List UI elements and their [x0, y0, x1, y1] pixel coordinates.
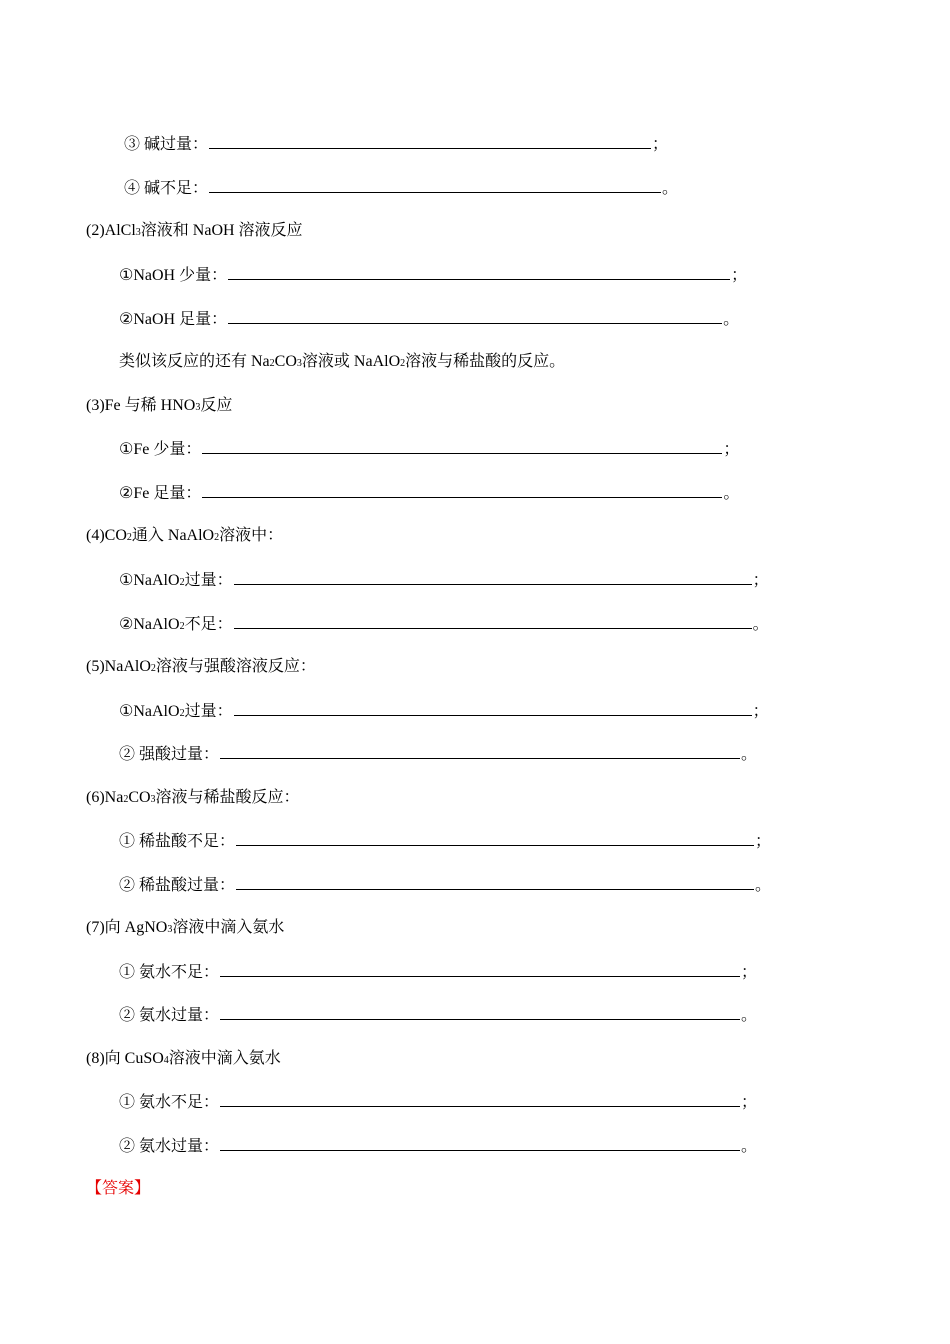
answer-blank[interactable] — [234, 570, 752, 585]
question-7-heading: (7)向 AgNO 3 溶液中滴入氨水 — [86, 919, 285, 936]
question-8-heading: (8)向 CuSO 4 溶液中滴入氨水 — [86, 1050, 281, 1067]
item-end: ； — [741, 964, 758, 981]
question-4-heading: (4)CO 2 通入 NaAlO 2 溶液中： — [86, 527, 284, 544]
answer-blank[interactable] — [202, 439, 722, 454]
question-1-item-4 — [124, 178, 678, 199]
heading-text: 溶液与稀盐酸反应： — [155, 789, 300, 806]
item-label: ②NaOH 足量： — [119, 311, 228, 328]
heading-text: 溶液中滴入氨水 — [172, 919, 285, 936]
question-5-heading: (5)NaAlO 2 溶液与强酸溶液反应： — [86, 658, 316, 675]
question-2-item-2 — [119, 309, 739, 330]
answer-blank[interactable] — [228, 309, 722, 324]
item-label: ① 稀盐酸不足： — [119, 833, 236, 850]
item-end: 。 — [741, 1138, 758, 1155]
answer-heading — [86, 1179, 150, 1199]
heading-text: (8)向 CuSO — [86, 1050, 164, 1067]
question-1-item-3 — [124, 134, 668, 155]
heading-text: (3)Fe 与稀 HNO — [86, 397, 196, 414]
answer-blank[interactable] — [220, 1005, 740, 1020]
answer-blank[interactable] — [236, 875, 754, 890]
answer-label: 【答案】 — [86, 1180, 151, 1197]
item-label: 不足： — [184, 616, 233, 633]
note-text: 类似该反应的还有 Na — [119, 353, 270, 370]
item-label: ①Fe 少量： — [119, 441, 202, 458]
heading-text: (7)向 AgNO — [86, 919, 168, 936]
heading-text: CO — [128, 789, 151, 806]
question-6-heading: (6)Na 2 CO 3 溶液与稀盐酸反应： — [86, 789, 300, 806]
item-end: 。 — [723, 485, 740, 502]
note-text: 溶液或 NaAlO — [301, 353, 401, 370]
item-label: ①NaOH 少量： — [119, 267, 228, 284]
item-end: ； — [755, 833, 772, 850]
item-label: ③ 碱过量： — [124, 136, 209, 153]
question-2-heading: (2)AlCl 3 溶液和 NaOH 溶液反应 — [86, 222, 303, 239]
answer-blank[interactable] — [209, 134, 651, 149]
question-3-item-1 — [119, 439, 739, 460]
heading-text: 溶液中滴入氨水 — [168, 1050, 281, 1067]
item-end: ； — [741, 1094, 758, 1111]
answer-blank[interactable] — [220, 1092, 740, 1107]
answer-blank[interactable] — [220, 1136, 740, 1151]
question-6-item-2 — [119, 875, 771, 896]
answer-blank[interactable] — [220, 962, 740, 977]
answer-blank[interactable] — [234, 701, 752, 716]
question-6-item-1 — [119, 831, 771, 852]
heading-text: 通入 NaAlO — [131, 527, 215, 544]
item-end: 。 — [741, 746, 758, 763]
item-label: ① 氨水不足： — [119, 964, 220, 981]
note-text: CO — [274, 353, 297, 370]
item-end: 。 — [723, 311, 740, 328]
heading-text: (5)NaAlO — [86, 658, 151, 675]
heading-text: 反应 — [200, 397, 233, 414]
answer-blank[interactable] — [220, 744, 740, 759]
heading-text: 溶液和 NaOH 溶液反应 — [140, 222, 303, 239]
item-end: ； — [723, 441, 740, 458]
heading-text: (2)AlCl — [86, 222, 136, 239]
question-7-item-1 — [119, 962, 757, 983]
answer-blank[interactable] — [228, 265, 730, 280]
item-label: ② 氨水过量： — [119, 1138, 220, 1155]
item-label: ② 氨水过量： — [119, 1007, 220, 1024]
answer-blank[interactable] — [209, 178, 661, 193]
item-end: 。 — [741, 1007, 758, 1024]
item-end: 。 — [662, 180, 679, 197]
item-end: ； — [752, 703, 769, 720]
item-label: ④ 碱不足： — [124, 180, 209, 197]
question-2-note: 类似该反应的还有 Na 2 CO 3 溶液或 NaAlO 2 溶液与稀盐酸的反应。 — [119, 353, 566, 370]
item-label: ①NaAlO — [119, 703, 180, 720]
item-end: 。 — [752, 616, 769, 633]
question-3-item-2 — [119, 483, 739, 504]
answer-blank[interactable] — [234, 614, 752, 629]
question-7-item-2 — [119, 1005, 757, 1026]
answer-blank[interactable] — [202, 483, 722, 498]
heading-text: 溶液中： — [219, 527, 284, 544]
item-label: ① 氨水不足： — [119, 1094, 220, 1111]
item-end: ； — [652, 136, 669, 153]
answer-blank[interactable] — [236, 831, 754, 846]
item-label: ②NaAlO — [119, 616, 180, 633]
heading-text: 溶液与强酸溶液反应： — [155, 658, 316, 675]
note-text: 溶液与稀盐酸的反应。 — [405, 353, 566, 370]
question-2-item-1 — [119, 265, 747, 286]
item-label: ② 稀盐酸过量： — [119, 877, 236, 894]
item-label: ② 强酸过量： — [119, 746, 220, 763]
question-5-item-1: ①NaAlO 2 过量： ； — [119, 703, 769, 720]
question-8-item-1 — [119, 1092, 757, 1113]
question-4-item-1: ①NaAlO 2 过量： ； — [119, 572, 769, 589]
question-8-item-2 — [119, 1136, 757, 1157]
item-end: ； — [731, 267, 748, 284]
item-end: ； — [752, 572, 769, 589]
heading-text: (6)Na — [86, 789, 124, 806]
question-4-item-2: ②NaAlO 2 不足： 。 — [119, 616, 769, 633]
item-label: 过量： — [184, 703, 233, 720]
item-label: 过量： — [184, 572, 233, 589]
item-label: ②Fe 足量： — [119, 485, 202, 502]
item-end: 。 — [755, 877, 772, 894]
item-label: ①NaAlO — [119, 572, 180, 589]
question-5-item-2 — [119, 744, 757, 765]
heading-text: (4)CO — [86, 527, 127, 544]
question-3-heading: (3)Fe 与稀 HNO 3 反应 — [86, 397, 233, 414]
